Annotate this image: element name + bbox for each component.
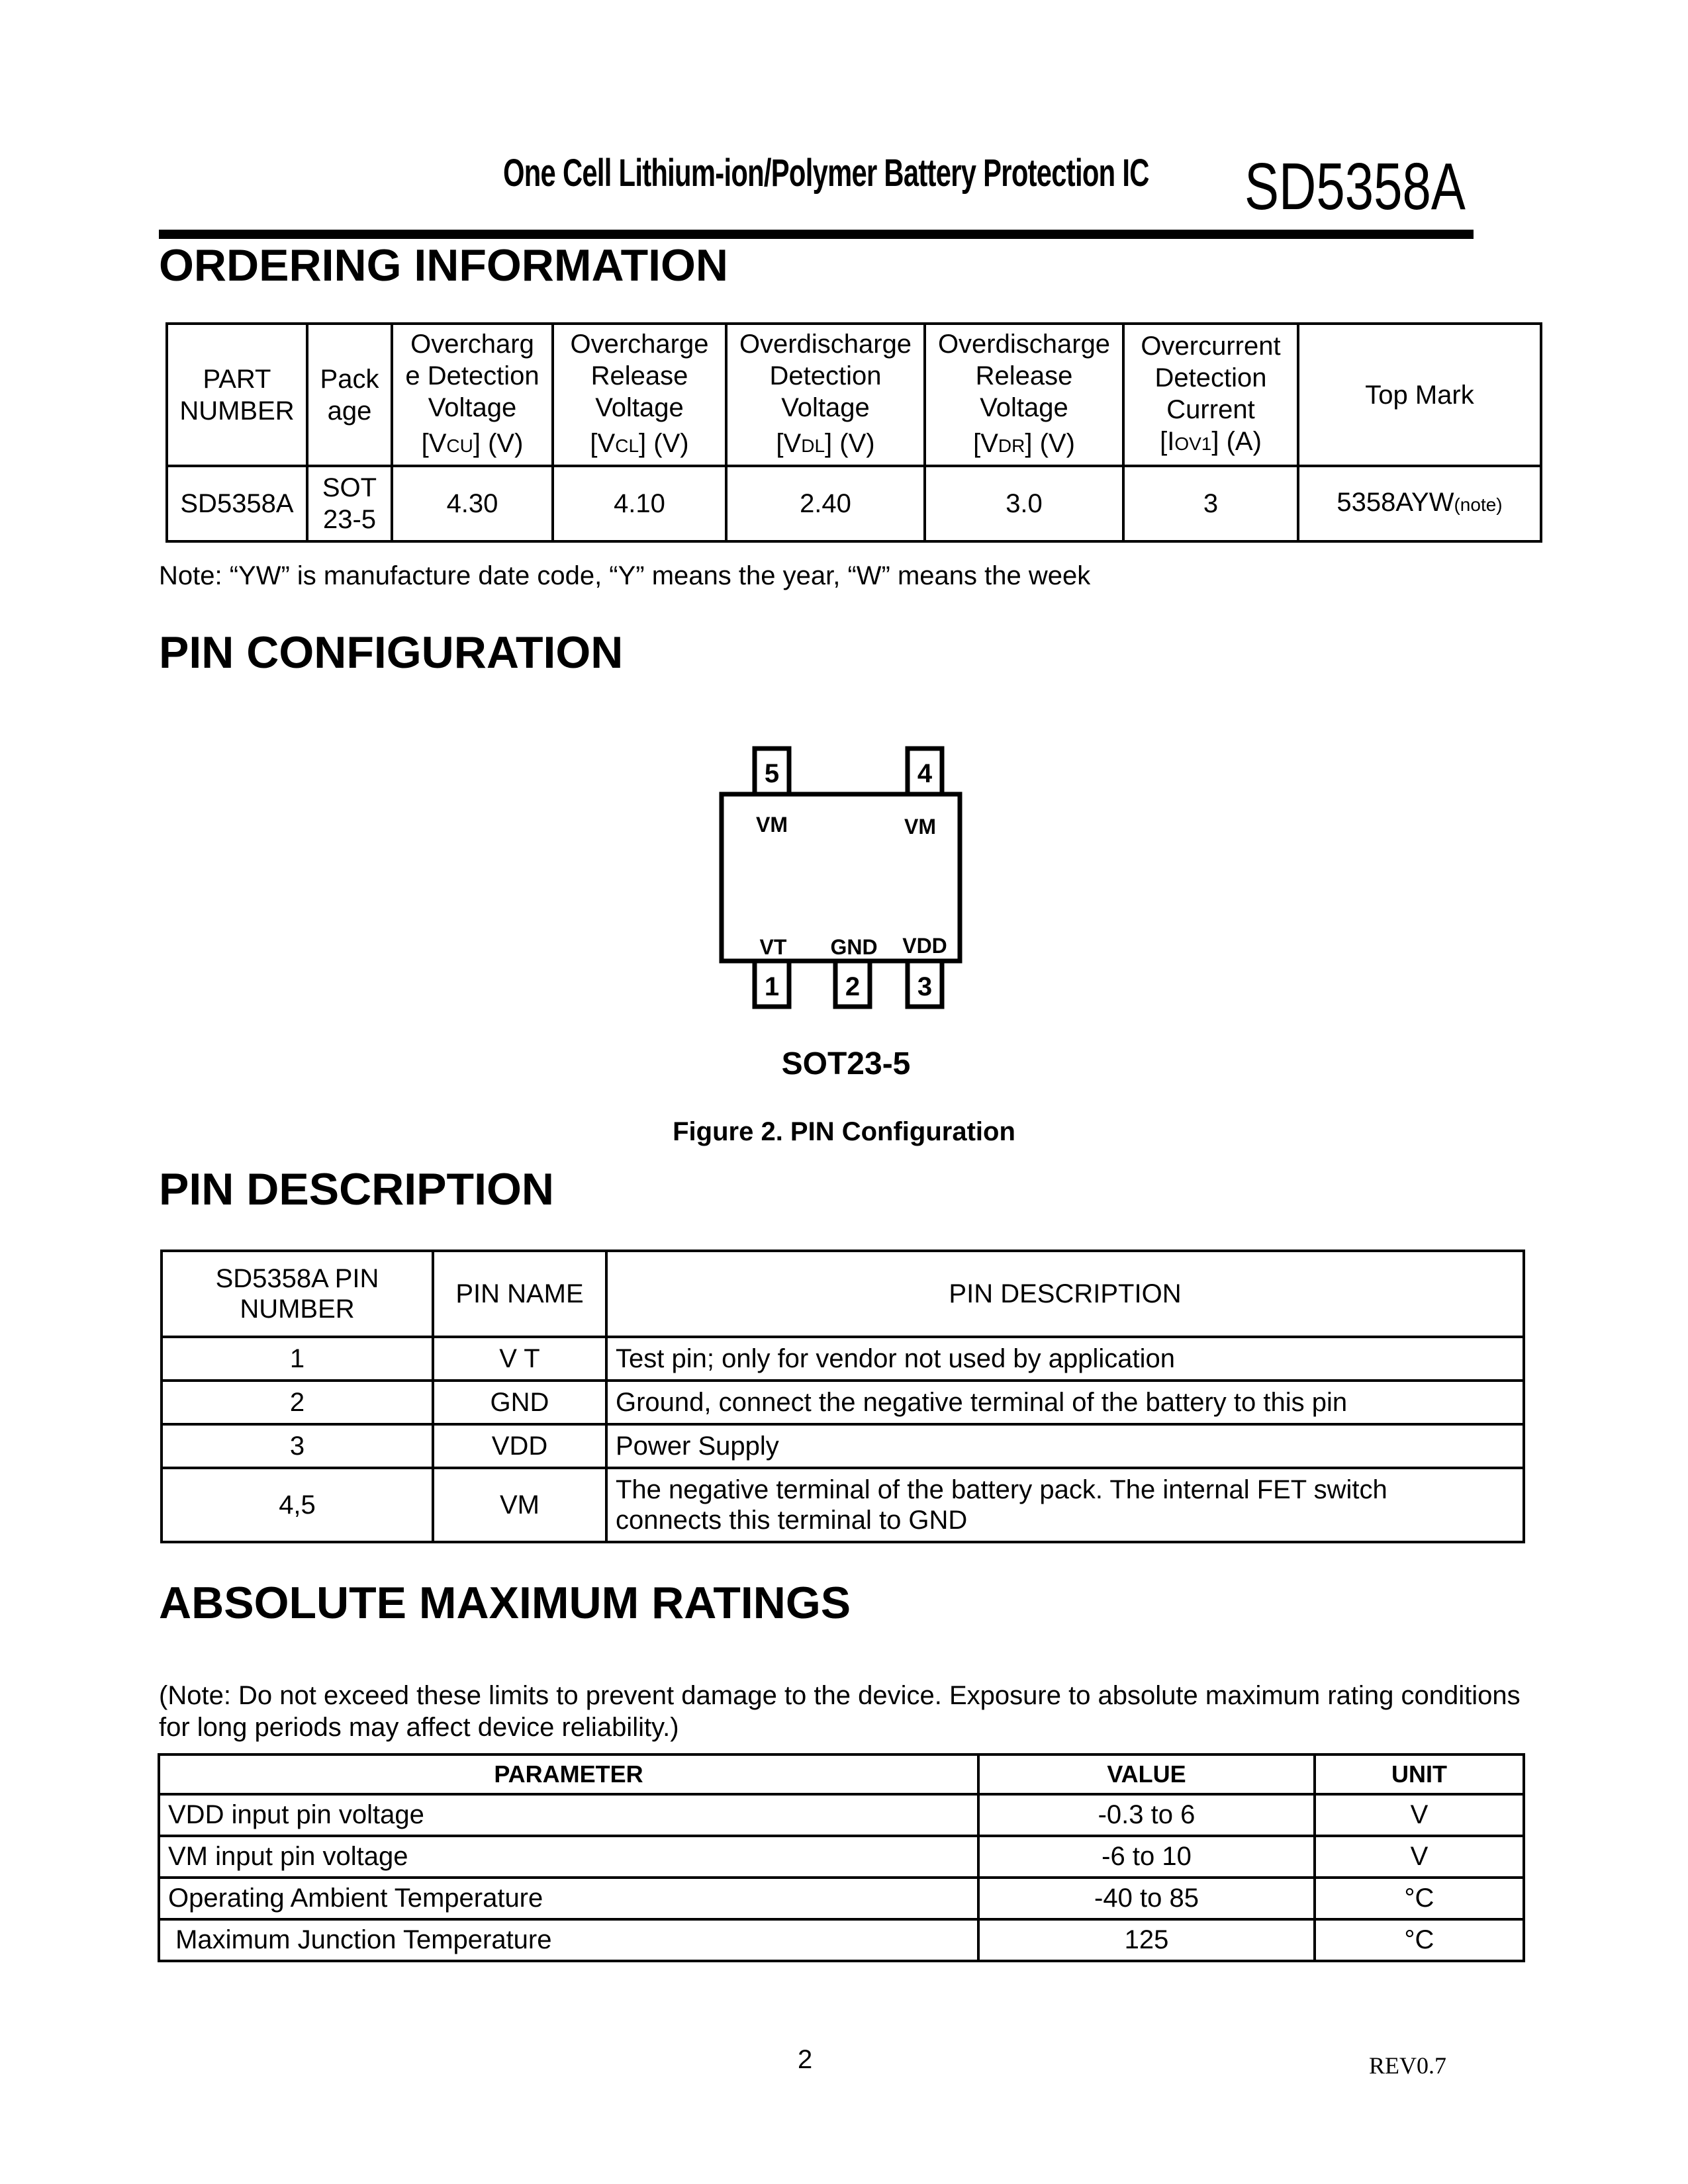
ratings-header-row (159, 1754, 1524, 1794)
pin-1-label: VT (759, 935, 787, 959)
cell-vdr: 3.0 (925, 466, 1123, 541)
unit-cell: °C (1315, 1919, 1524, 1961)
value-cell: -0.3 to 6 (978, 1794, 1315, 1836)
ratings-table (158, 1753, 1525, 1962)
pin-1-number: 1 (764, 972, 780, 1001)
header-vdr: Overdischarge Release Voltage [VDR] (V) (925, 324, 1123, 466)
parameter-cell: VM input pin voltage (159, 1836, 978, 1878)
pin-number-cell: 4,5 (162, 1468, 433, 1542)
pin-config-heading: PIN CONFIGURATION (159, 627, 624, 678)
page-number: 2 (798, 2045, 813, 2074)
header-package: Pack age (307, 324, 392, 466)
pin-name-cell: V T (433, 1337, 606, 1381)
parameter-cell: Maximum Junction Temperature (159, 1919, 978, 1961)
pin-description-table (160, 1250, 1525, 1543)
table-row (159, 1836, 1524, 1878)
revision-label: REV0.7 (1369, 2052, 1446, 2079)
pin-description-heading: PIN DESCRIPTION (159, 1164, 554, 1214)
header-iov: Overcurrent Detection Current [IOV1] (A) (1123, 324, 1298, 466)
header-pin-number: SD5358A PIN NUMBER (162, 1251, 433, 1337)
document-title: One Cell Lithium-ion/Polymer Battery Protection IC (503, 152, 1149, 195)
cell-top-mark: 5358AYW(note) (1298, 466, 1541, 541)
pin-5-number: 5 (764, 759, 780, 788)
pin-desc-cell: The negative terminal of the battery pack. The internal FET switch connects this terminal to GND (606, 1468, 1524, 1542)
ratings-heading: ABSOLUTE MAXIMUM RATINGS (159, 1578, 851, 1628)
header-value: VALUE (978, 1754, 1315, 1794)
ordering-header-row (167, 324, 1541, 466)
header-top-mark: Top Mark (1298, 324, 1541, 466)
header-vdl: Overdischarge Detection Voltage [VDL] (V) (726, 324, 925, 466)
pin-number-cell: 1 (162, 1337, 433, 1381)
package-label: SOT23-5 (781, 1046, 911, 1081)
header-vcu: Overcharg e Detection Voltage [VCU] (V) (392, 324, 553, 466)
pin-2-number: 2 (845, 972, 861, 1001)
header-vcl: Overcharge Release Voltage [VCL] (V) (553, 324, 726, 466)
cell-vdl: 2.40 (726, 466, 925, 541)
table-row (159, 1878, 1524, 1919)
unit-cell: V (1315, 1794, 1524, 1836)
pin-desc-cell: Ground, connect the negative terminal of the battery to this pin (606, 1381, 1524, 1424)
cell-part-number: SD5358A (167, 466, 307, 541)
figure-caption: Figure 2. PIN Configuration (673, 1117, 1015, 1146)
pin-name-cell: VDD (433, 1424, 606, 1468)
pin-3-label: VDD (902, 934, 947, 958)
ordering-note: Note: “YW” is manufacture date code, “Y” means the year, “W” means the week (159, 561, 1091, 590)
parameter-cell: Operating Ambient Temperature (159, 1878, 978, 1919)
pin-desc-cell: Test pin; only for vendor not used by application (606, 1337, 1524, 1381)
header-part-number: PART NUMBER (167, 324, 307, 466)
pin-name-cell: GND (433, 1381, 606, 1424)
cell-vcl: 4.10 (553, 466, 726, 541)
header-rule (159, 230, 1474, 239)
ordering-heading: ORDERING INFORMATION (159, 240, 729, 291)
table-row (159, 1794, 1524, 1836)
ordering-table (165, 322, 1542, 543)
pin-5-label: VM (756, 813, 788, 837)
pin-name-cell: VM (433, 1468, 606, 1542)
table-row (162, 1468, 1524, 1542)
pin-number-cell: 2 (162, 1381, 433, 1424)
cell-package: SOT 23-5 (307, 466, 392, 541)
value-cell: -6 to 10 (978, 1836, 1315, 1878)
unit-cell: V (1315, 1836, 1524, 1878)
header-pin-description: PIN DESCRIPTION (606, 1251, 1524, 1337)
part-number-title: SD5358A (1244, 150, 1466, 224)
pin-2-label: GND (830, 935, 878, 959)
header-parameter: PARAMETER (159, 1754, 978, 1794)
unit-cell: °C (1315, 1878, 1524, 1919)
ratings-note: (Note: Do not exceed these limits to prevent damage to the device. Exposure to absolute maximum rating conditions for long periods may affect device reliability.) (159, 1681, 1521, 1742)
table-row (162, 1337, 1524, 1381)
pin-table-header (162, 1251, 1524, 1337)
pin-3-number: 3 (917, 972, 933, 1001)
table-row (167, 466, 1541, 541)
cell-iov: 3 (1123, 466, 1298, 541)
header-pin-name: PIN NAME (433, 1251, 606, 1337)
pin-number-cell: 3 (162, 1424, 433, 1468)
pin-desc-cell: Power Supply (606, 1424, 1524, 1468)
header-unit: UNIT (1315, 1754, 1524, 1794)
cell-vcu: 4.30 (392, 466, 553, 541)
pin-4-number: 4 (917, 759, 933, 788)
pin-diagram (702, 731, 980, 1115)
value-cell: -40 to 85 (978, 1878, 1315, 1919)
parameter-cell: VDD input pin voltage (159, 1794, 978, 1836)
pin-4-label: VM (904, 815, 936, 839)
table-row (162, 1424, 1524, 1468)
table-row (162, 1381, 1524, 1424)
table-row (159, 1919, 1524, 1961)
value-cell: 125 (978, 1919, 1315, 1961)
